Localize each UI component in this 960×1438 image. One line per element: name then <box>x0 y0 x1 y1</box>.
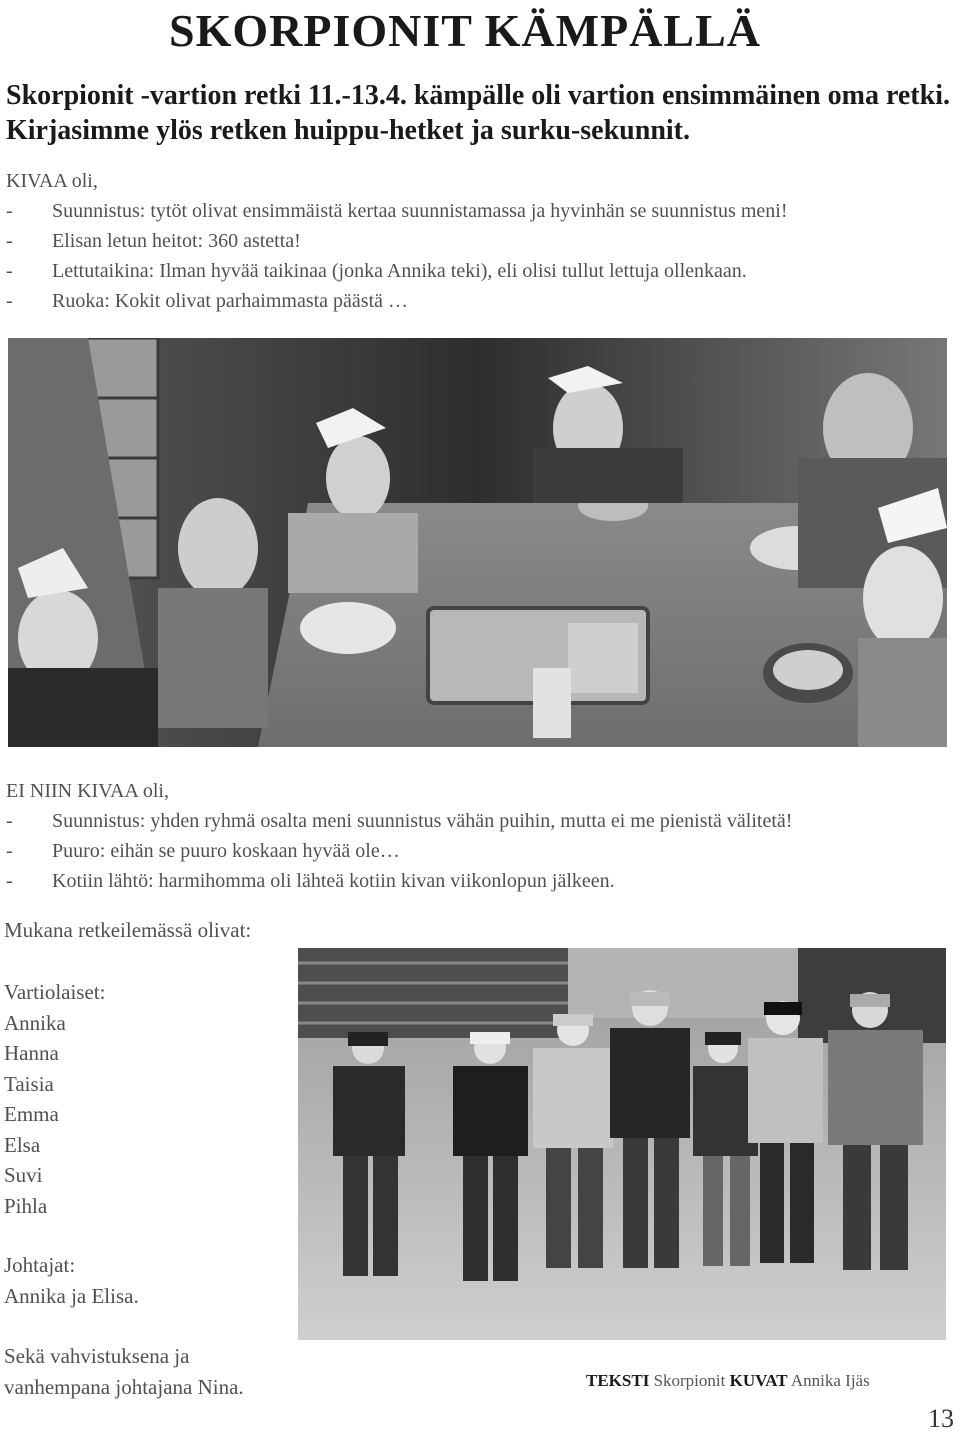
participants-heading: Mukana retkeilemässä olivat: <box>4 918 252 942</box>
credits-photo-by: Annika Ijäs <box>790 1371 870 1390</box>
intro-paragraph: Skorpionit -vartion retki 11.-13.4. kämpälle oli vartion ensimmäinen oma retki. Kirjasimme ylös retken huippu-hetket ja surku-sekunnit. <box>6 80 950 146</box>
dash: - <box>6 290 13 312</box>
photo-meal-table <box>8 338 947 747</box>
leaders-names: Annika ja Elisa. <box>4 1283 139 1308</box>
dash: - <box>6 230 13 252</box>
bad-heading: EI NIIN KIVAA oli, <box>6 780 169 802</box>
credits-text-label: TEKSTI <box>586 1371 650 1390</box>
member-name: Elsa <box>4 1132 41 1157</box>
list-item: - Puuro: eihän se puuro koskaan hyvää ole… <box>6 836 956 866</box>
leaders-section <box>4 1250 139 1311</box>
dash: - <box>6 810 13 832</box>
page-number: 13 <box>928 1404 954 1433</box>
page-title: SKORPIONIT KÄMPÄLLÄ <box>169 5 761 56</box>
member-name: Hanna <box>4 1041 59 1065</box>
member-name: Emma <box>4 1102 59 1126</box>
dash: - <box>6 840 13 862</box>
member-name: Taisia <box>4 1071 54 1096</box>
good-list <box>6 166 956 316</box>
leaders-heading: Johtajat: <box>4 1253 76 1277</box>
credits-photo-label: KUVAT <box>729 1371 788 1390</box>
dash: - <box>6 260 13 282</box>
support-section: Sekä vahvistuksena ja vanhempana johtajana Nina. <box>4 1344 244 1399</box>
member-name: Pihla <box>4 1193 48 1218</box>
list-item: - Ruoka: Kokit olivat parhaimmasta päästä … <box>6 286 956 316</box>
member-name: Annika <box>4 1010 66 1035</box>
list-item: - Kotiin lähtö: harmihomma oli lähteä kotiin kivan viikonlopun jälkeen. <box>6 866 956 896</box>
good-heading: KIVAA oli, <box>6 170 98 192</box>
credits-line <box>586 1371 870 1391</box>
list-item: - Elisan letun heitot: 360 astetta! <box>6 226 956 256</box>
list-item: - Suunnistus: yhden ryhmä osalta meni suunnistus vähän puihin, mutta ei me pienistä välitetä! <box>6 806 956 836</box>
members-list <box>4 977 105 1221</box>
list-item: - Lettutaikina: Ilman hyvää taikinaa (jonka Annika teki), eli olisi tullut lettuja ollenkaan. <box>6 256 956 286</box>
list-item: - Suunnistus: tytöt olivat ensimmäistä kertaa suunnistamassa ja hyvinhän se suunnistus meni! <box>6 196 956 226</box>
dash: - <box>6 200 13 222</box>
members-heading: Vartiolaiset: <box>4 980 106 1004</box>
dash: - <box>6 870 13 892</box>
bad-list <box>6 776 956 896</box>
member-name: Suvi <box>4 1163 43 1187</box>
credits-text-by: Skorpionit <box>653 1371 726 1390</box>
photo-group-portrait <box>298 948 946 1340</box>
